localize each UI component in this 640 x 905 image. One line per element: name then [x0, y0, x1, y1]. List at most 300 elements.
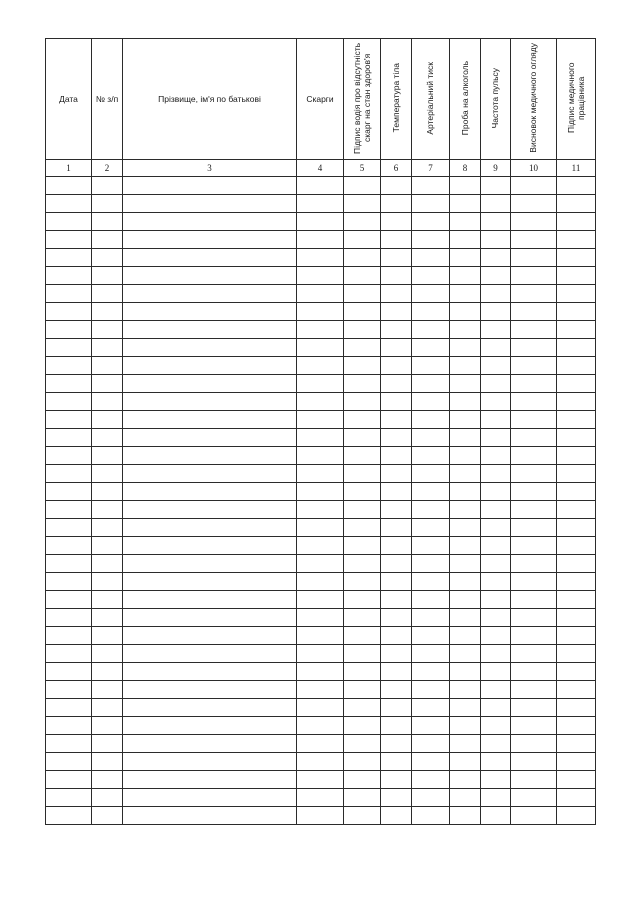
table-cell-pressure [412, 699, 450, 717]
table-cell-complaints [297, 231, 344, 249]
table-cell-alcohol [450, 591, 481, 609]
table-cell-medic_sig [557, 609, 596, 627]
table-cell-conclusion [511, 609, 557, 627]
table-cell-temperature [381, 177, 412, 195]
table-cell-no [92, 699, 123, 717]
table-cell-no [92, 285, 123, 303]
table-cell-date [46, 447, 92, 465]
table-cell-date [46, 735, 92, 753]
table-cell-pulse [481, 717, 511, 735]
table-cell-no [92, 375, 123, 393]
column-header-no [92, 39, 123, 160]
table-cell-name [123, 573, 297, 591]
table-cell-no [92, 537, 123, 555]
column-header-medic_sig [557, 39, 596, 160]
table-row [46, 321, 596, 339]
table-cell-pressure [412, 771, 450, 789]
table-cell-no [92, 771, 123, 789]
table-cell-alcohol [450, 339, 481, 357]
table-cell-name [123, 627, 297, 645]
table-cell-complaints [297, 411, 344, 429]
table-cell-medic_sig [557, 177, 596, 195]
table-cell-temperature [381, 573, 412, 591]
table-cell-complaints [297, 609, 344, 627]
table-cell-conclusion [511, 357, 557, 375]
table-cell-driver_sig [344, 573, 381, 591]
table-cell-complaints [297, 807, 344, 825]
table-row [46, 609, 596, 627]
table-cell-pulse [481, 771, 511, 789]
table-cell-medic_sig [557, 681, 596, 699]
table-cell-temperature [381, 681, 412, 699]
table-cell-pulse [481, 231, 511, 249]
table-cell-date [46, 717, 92, 735]
table-cell-temperature [381, 321, 412, 339]
table-cell-pulse [481, 339, 511, 357]
table-cell-no [92, 681, 123, 699]
table-cell-complaints [297, 447, 344, 465]
table-cell-temperature [381, 591, 412, 609]
table-cell-complaints [297, 375, 344, 393]
table-cell-no [92, 357, 123, 375]
table-row [46, 663, 596, 681]
table-cell-medic_sig [557, 789, 596, 807]
column-number-pulse: 9 [481, 160, 511, 177]
table-cell-complaints [297, 267, 344, 285]
table-row [46, 645, 596, 663]
table-cell-complaints [297, 393, 344, 411]
table-cell-temperature [381, 537, 412, 555]
table-cell-pressure [412, 357, 450, 375]
table-cell-conclusion [511, 249, 557, 267]
table-cell-temperature [381, 789, 412, 807]
table-cell-driver_sig [344, 771, 381, 789]
table-cell-driver_sig [344, 645, 381, 663]
table-cell-no [92, 429, 123, 447]
table-cell-date [46, 537, 92, 555]
table-cell-date [46, 483, 92, 501]
table-cell-pulse [481, 609, 511, 627]
table-cell-complaints [297, 465, 344, 483]
table-cell-no [92, 717, 123, 735]
table-cell-alcohol [450, 753, 481, 771]
table-cell-alcohol [450, 555, 481, 573]
table-cell-name [123, 303, 297, 321]
table-cell-pulse [481, 573, 511, 591]
table-cell-pressure [412, 339, 450, 357]
table-cell-driver_sig [344, 789, 381, 807]
table-cell-pressure [412, 177, 450, 195]
table-cell-alcohol [450, 231, 481, 249]
table-cell-date [46, 645, 92, 663]
table-cell-medic_sig [557, 753, 596, 771]
table-cell-conclusion [511, 789, 557, 807]
table-cell-conclusion [511, 681, 557, 699]
column-number-medic_sig: 11 [557, 160, 596, 177]
table-cell-pressure [412, 303, 450, 321]
table-cell-date [46, 285, 92, 303]
table-cell-driver_sig [344, 249, 381, 267]
table-cell-date [46, 303, 92, 321]
column-number-alcohol: 8 [450, 160, 481, 177]
table-cell-medic_sig [557, 267, 596, 285]
table-cell-alcohol [450, 303, 481, 321]
table-cell-medic_sig [557, 519, 596, 537]
table-cell-conclusion [511, 771, 557, 789]
table-cell-pulse [481, 303, 511, 321]
table-cell-medic_sig [557, 249, 596, 267]
table-cell-date [46, 501, 92, 519]
table-cell-alcohol [450, 627, 481, 645]
column-number-date: 1 [46, 160, 92, 177]
table-cell-pulse [481, 411, 511, 429]
table-cell-alcohol [450, 213, 481, 231]
table-cell-driver_sig [344, 753, 381, 771]
table-row [46, 429, 596, 447]
table-cell-temperature [381, 807, 412, 825]
table-cell-conclusion [511, 285, 557, 303]
table-cell-temperature [381, 249, 412, 267]
table-cell-medic_sig [557, 717, 596, 735]
table-cell-date [46, 357, 92, 375]
table-cell-pressure [412, 465, 450, 483]
table-cell-driver_sig [344, 411, 381, 429]
table-cell-medic_sig [557, 699, 596, 717]
table-cell-pressure [412, 753, 450, 771]
table-cell-temperature [381, 663, 412, 681]
table-cell-alcohol [450, 519, 481, 537]
table-cell-alcohol [450, 483, 481, 501]
table-cell-complaints [297, 717, 344, 735]
table-cell-name [123, 429, 297, 447]
table-row [46, 501, 596, 519]
table-cell-temperature [381, 213, 412, 231]
table-cell-temperature [381, 609, 412, 627]
table-cell-name [123, 321, 297, 339]
table-cell-no [92, 735, 123, 753]
table-cell-no [92, 555, 123, 573]
table-row [46, 411, 596, 429]
table-row [46, 789, 596, 807]
table-cell-date [46, 267, 92, 285]
table-cell-complaints [297, 303, 344, 321]
table-cell-conclusion [511, 753, 557, 771]
table-cell-no [92, 231, 123, 249]
table-cell-driver_sig [344, 465, 381, 483]
table-cell-date [46, 591, 92, 609]
column-header-label: Артеріальний тиск [425, 61, 436, 135]
table-cell-pulse [481, 591, 511, 609]
column-header-label: Прізвище, ім'я по батькові [158, 93, 261, 104]
table-cell-driver_sig [344, 231, 381, 249]
table-cell-conclusion [511, 627, 557, 645]
table-cell-temperature [381, 717, 412, 735]
table-cell-date [46, 627, 92, 645]
table-cell-driver_sig [344, 429, 381, 447]
table-cell-temperature [381, 699, 412, 717]
table-cell-no [92, 447, 123, 465]
table-cell-pulse [481, 555, 511, 573]
table-cell-date [46, 807, 92, 825]
table-cell-complaints [297, 213, 344, 231]
table-cell-driver_sig [344, 177, 381, 195]
table-cell-pressure [412, 627, 450, 645]
table-cell-driver_sig [344, 393, 381, 411]
table-cell-pulse [481, 177, 511, 195]
table-row [46, 699, 596, 717]
table-cell-pressure [412, 717, 450, 735]
table-cell-date [46, 573, 92, 591]
table-cell-date [46, 771, 92, 789]
table-cell-medic_sig [557, 357, 596, 375]
table-cell-conclusion [511, 573, 557, 591]
table-cell-date [46, 429, 92, 447]
table-cell-temperature [381, 519, 412, 537]
table-cell-pressure [412, 537, 450, 555]
table-cell-pressure [412, 591, 450, 609]
table-cell-pressure [412, 789, 450, 807]
table-cell-date [46, 555, 92, 573]
table-cell-pressure [412, 285, 450, 303]
table-cell-name [123, 735, 297, 753]
table-cell-pressure [412, 555, 450, 573]
table-cell-no [92, 591, 123, 609]
table-cell-pulse [481, 645, 511, 663]
table-cell-name [123, 807, 297, 825]
table-cell-conclusion [511, 231, 557, 249]
table-cell-complaints [297, 501, 344, 519]
table-row [46, 285, 596, 303]
table-cell-temperature [381, 393, 412, 411]
table-cell-medic_sig [557, 213, 596, 231]
table-cell-medic_sig [557, 483, 596, 501]
table-cell-medic_sig [557, 807, 596, 825]
column-number-name: 3 [123, 160, 297, 177]
table-cell-temperature [381, 339, 412, 357]
table-cell-complaints [297, 429, 344, 447]
table-cell-name [123, 465, 297, 483]
table-cell-driver_sig [344, 213, 381, 231]
table-cell-no [92, 177, 123, 195]
table-cell-driver_sig [344, 303, 381, 321]
table-cell-pulse [481, 249, 511, 267]
medical-exam-journal-table [45, 38, 596, 825]
table-cell-name [123, 645, 297, 663]
table-row [46, 303, 596, 321]
table-cell-driver_sig [344, 735, 381, 753]
table-row [46, 483, 596, 501]
table-cell-complaints [297, 735, 344, 753]
table-cell-pulse [481, 321, 511, 339]
table-cell-driver_sig [344, 447, 381, 465]
column-number-conclusion: 10 [511, 160, 557, 177]
table-cell-complaints [297, 645, 344, 663]
table-cell-pulse [481, 465, 511, 483]
table-cell-conclusion [511, 537, 557, 555]
table-cell-pressure [412, 807, 450, 825]
table-cell-no [92, 195, 123, 213]
table-cell-medic_sig [557, 645, 596, 663]
table-cell-date [46, 681, 92, 699]
column-header-label: Дата [59, 93, 78, 104]
table-row [46, 465, 596, 483]
table-cell-temperature [381, 555, 412, 573]
column-header-pulse [481, 39, 511, 160]
table-cell-pulse [481, 285, 511, 303]
table-cell-conclusion [511, 375, 557, 393]
table-cell-alcohol [450, 195, 481, 213]
table-cell-complaints [297, 177, 344, 195]
table-cell-conclusion [511, 429, 557, 447]
table-cell-no [92, 753, 123, 771]
table-cell-alcohol [450, 807, 481, 825]
table-cell-driver_sig [344, 681, 381, 699]
table-cell-temperature [381, 627, 412, 645]
table-cell-complaints [297, 519, 344, 537]
column-header-label: Висновок медичного огляду [528, 43, 539, 153]
table-row [46, 339, 596, 357]
table-cell-name [123, 789, 297, 807]
table-cell-alcohol [450, 285, 481, 303]
table-cell-medic_sig [557, 339, 596, 357]
table-cell-alcohol [450, 177, 481, 195]
table-cell-driver_sig [344, 591, 381, 609]
table-cell-driver_sig [344, 375, 381, 393]
table-row [46, 249, 596, 267]
table-cell-pulse [481, 627, 511, 645]
column-header-label: Частота пульсу [490, 67, 501, 129]
table-cell-name [123, 357, 297, 375]
table-cell-alcohol [450, 267, 481, 285]
column-number-pressure: 7 [412, 160, 450, 177]
table-cell-complaints [297, 573, 344, 591]
table-cell-alcohol [450, 771, 481, 789]
table-cell-pulse [481, 663, 511, 681]
table-cell-driver_sig [344, 501, 381, 519]
table-cell-pulse [481, 753, 511, 771]
column-header-temperature [381, 39, 412, 160]
table-cell-temperature [381, 753, 412, 771]
table-cell-conclusion [511, 321, 557, 339]
table-cell-driver_sig [344, 555, 381, 573]
table-cell-pressure [412, 663, 450, 681]
table-cell-pulse [481, 213, 511, 231]
column-header-date [46, 39, 92, 160]
table-cell-alcohol [450, 429, 481, 447]
table-cell-medic_sig [557, 627, 596, 645]
table-cell-no [92, 321, 123, 339]
table-cell-pressure [412, 393, 450, 411]
table-cell-name [123, 177, 297, 195]
table-cell-alcohol [450, 249, 481, 267]
table-cell-conclusion [511, 645, 557, 663]
table-cell-temperature [381, 375, 412, 393]
table-cell-date [46, 663, 92, 681]
table-cell-date [46, 393, 92, 411]
table-row [46, 213, 596, 231]
table-cell-temperature [381, 303, 412, 321]
table-cell-temperature [381, 771, 412, 789]
table-cell-alcohol [450, 321, 481, 339]
table-row [46, 393, 596, 411]
table-cell-no [92, 213, 123, 231]
table-cell-date [46, 375, 92, 393]
table-cell-complaints [297, 249, 344, 267]
table-cell-no [92, 483, 123, 501]
table-cell-date [46, 177, 92, 195]
table-cell-name [123, 339, 297, 357]
table-cell-medic_sig [557, 447, 596, 465]
table-row [46, 519, 596, 537]
table-cell-pulse [481, 375, 511, 393]
table-cell-medic_sig [557, 429, 596, 447]
table-cell-alcohol [450, 393, 481, 411]
table-cell-alcohol [450, 375, 481, 393]
table-cell-complaints [297, 483, 344, 501]
table-cell-conclusion [511, 717, 557, 735]
table-cell-no [92, 627, 123, 645]
table-cell-alcohol [450, 537, 481, 555]
table-cell-no [92, 573, 123, 591]
table-cell-alcohol [450, 663, 481, 681]
table-cell-conclusion [511, 195, 557, 213]
column-header-driver_sig [344, 39, 381, 160]
table-cell-name [123, 483, 297, 501]
table-cell-no [92, 807, 123, 825]
table-cell-alcohol [450, 447, 481, 465]
table-cell-pressure [412, 321, 450, 339]
table-cell-pressure [412, 681, 450, 699]
table-cell-no [92, 663, 123, 681]
table-cell-pulse [481, 681, 511, 699]
column-header-alcohol [450, 39, 481, 160]
table-cell-conclusion [511, 699, 557, 717]
table-cell-medic_sig [557, 303, 596, 321]
table-cell-name [123, 663, 297, 681]
table-cell-driver_sig [344, 321, 381, 339]
table-cell-complaints [297, 339, 344, 357]
table-cell-medic_sig [557, 501, 596, 519]
table-cell-temperature [381, 285, 412, 303]
table-cell-date [46, 753, 92, 771]
table-cell-alcohol [450, 735, 481, 753]
table-row [46, 573, 596, 591]
table-cell-name [123, 285, 297, 303]
table-cell-pulse [481, 789, 511, 807]
table-cell-temperature [381, 195, 412, 213]
table-cell-conclusion [511, 465, 557, 483]
table-row [46, 375, 596, 393]
table-cell-temperature [381, 231, 412, 249]
table-cell-date [46, 411, 92, 429]
table-cell-complaints [297, 555, 344, 573]
table-cell-pulse [481, 519, 511, 537]
table-cell-pressure [412, 735, 450, 753]
table-cell-pulse [481, 357, 511, 375]
column-header-pressure [412, 39, 450, 160]
table-cell-pulse [481, 393, 511, 411]
table-cell-pressure [412, 231, 450, 249]
table-cell-conclusion [511, 663, 557, 681]
table-cell-alcohol [450, 699, 481, 717]
table-cell-no [92, 501, 123, 519]
column-header-label: Підпис медичного працівника [565, 62, 586, 134]
table-cell-pressure [412, 609, 450, 627]
table-cell-medic_sig [557, 465, 596, 483]
table-cell-pressure [412, 447, 450, 465]
table-cell-pressure [412, 429, 450, 447]
table-cell-conclusion [511, 339, 557, 357]
